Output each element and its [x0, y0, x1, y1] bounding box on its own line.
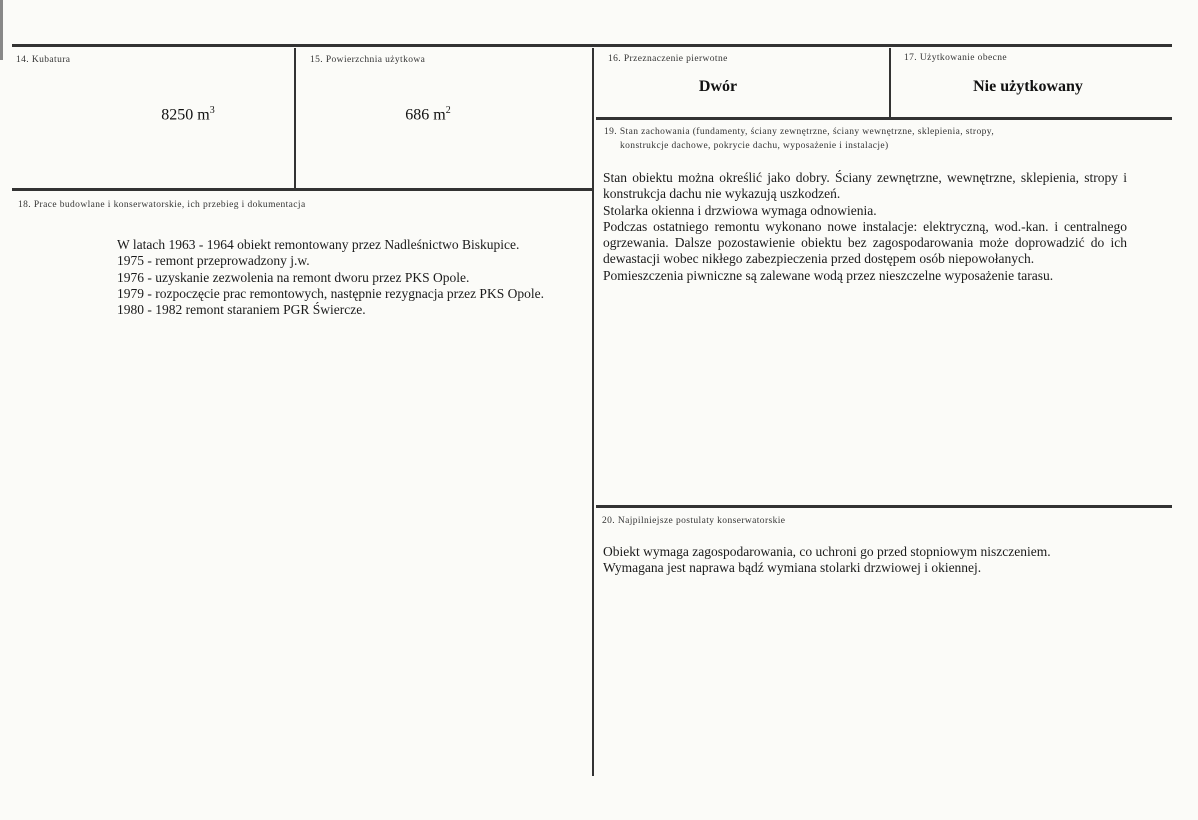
field-14-value	[100, 105, 276, 124]
field-19-paragraph: Stolarka okienna i drzwiowa wymaga odnowienia.	[603, 202, 877, 218]
field-20-line: Wymagana jest naprawa bądź wymiana stolarki drzwiowej i okiennej.	[603, 560, 982, 576]
field-15-label: 15. Powierzchnia użytkowa	[310, 55, 426, 65]
field-19-paragraph: Pomieszczenia piwniczne są zalewane wodą przez nieszczelne wyposażenie tarasu.	[603, 267, 1054, 283]
field-17-value: Nie użytkowany	[973, 78, 1083, 95]
field-19-paragraph: Podczas ostatniego remontu wykonano nowe instalacje: elektryczną, wod.-kan. i centralnego ogrzewania. Dalsze pozostawienie obiektu bez zagospodarowania może doprowadzić do ich dewastacji wobec nikłego zabezpieczenia przed dostępem osób niepowołanych.	[603, 218, 1127, 267]
field-19-label-line2: konstrukcje dachowe, pokrycie dachu, wyposażenie i instalacje)	[620, 141, 889, 151]
rule-under-14-15	[12, 188, 592, 191]
top-rule	[12, 44, 1172, 47]
field-20-label: 20. Najpilniejsze postulaty konserwatorskie	[602, 516, 786, 526]
field-18-line: 1976 - uzyskanie zezwolenia na remont dworu przez PKS Opole.	[117, 269, 470, 285]
rule-above-20	[596, 505, 1172, 508]
field-14-label: 14. Kubatura	[16, 55, 71, 65]
field-14-number: 8250 m	[161, 106, 210, 124]
field-18-line: 1975 - remont przeprowadzony j.w.	[117, 253, 310, 269]
field-15-unit-exponent: 2	[445, 105, 451, 116]
field-17-label: 17. Użytkowanie obecne	[904, 53, 1007, 63]
field-14-unit-exponent: 3	[209, 105, 215, 116]
field-18-line: 1980 - 1982 remont staraniem PGR Świercze.	[117, 302, 366, 318]
field-18-label: 18. Prace budowlane i konserwatorskie, ich przebieg i dokumentacja	[18, 200, 306, 210]
divider-16-17	[889, 48, 891, 118]
divider-14-15	[294, 48, 296, 188]
field-19-label-line1: 19. Stan zachowania (fundamenty, ściany zewnętrzne, ściany wewnętrzne, sklepienia, stropy,	[604, 127, 995, 137]
field-15-number: 686 m	[405, 106, 446, 124]
field-19-paragraph: Stan obiektu można określić jako dobry. Ściany zewnętrzne, wewnętrzne, sklepienia, stropy i konstrukcja dachu nie wykazują uszkodzeń.	[603, 170, 1127, 202]
center-divider	[592, 48, 594, 776]
field-19-text	[603, 170, 1127, 284]
rule-under-16-17	[596, 117, 1172, 120]
field-15-value	[340, 105, 516, 124]
field-16-value: Dwór	[698, 78, 738, 95]
field-18-text	[117, 237, 575, 318]
field-20-line: Obiekt wymaga zagospodarowania, co uchroni go przed stopniowym niszczeniem.	[603, 544, 1051, 559]
field-20-text	[603, 544, 1143, 577]
field-18-line: W latach 1963 - 1964 obiekt remontowany przez Nadleśnictwo Biskupice.	[117, 237, 520, 252]
page-edge-mark	[0, 0, 3, 60]
field-16-label: 16. Przeznaczenie pierwotne	[608, 54, 728, 64]
field-18-line: 1979 - rozpoczęcie prac remontowych, następnie rezygnacja przez PKS Opole.	[117, 285, 544, 301]
